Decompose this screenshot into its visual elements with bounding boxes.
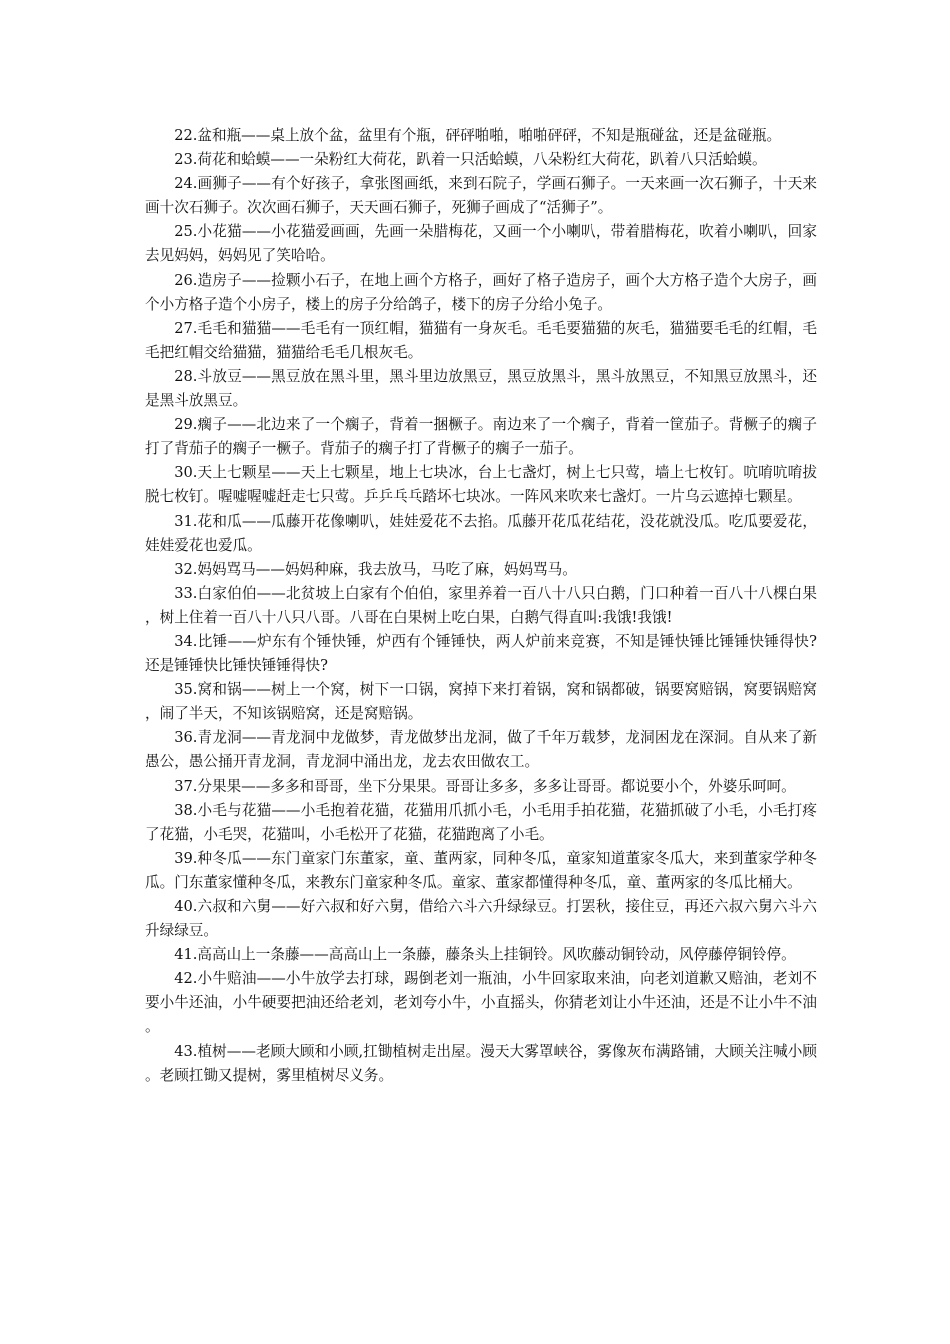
paragraph-39: 39.种冬瓜——东门童家门东董家，童、董两家，同种冬瓜，童家知道董家冬瓜大，来到董家学种冬瓜。门东董家懂种冬瓜，来教东门童家种冬瓜。童家、董家都懂得种冬瓜，童、董两家的冬瓜比桶大。 [145,849,817,891]
paragraph-41: 41.高高山上一条藤——高高山上一条藤，藤条头上挂铜铃。风吹藤动铜铃动，风停藤停铜铃停。 [174,946,796,964]
paragraph-33: 33.白家伯伯——北贫坡上白家有个伯伯，家里养着一百八十八只白鹅，门口种着一百八十八棵白果，树上住着一百八十八只八哥。八哥在白果树上吃白果，白鹅气得直叫:我饿!我饿! [145,584,817,626]
paragraph-23: 23.荷花和蛤蟆——一朵粉红大荷花，趴着一只活蛤蟆，八朵粉红大荷花，趴着八只活蛤蟆。 [174,151,767,169]
paragraph-36: 36.青龙洞——青龙洞中龙做梦，青龙做梦出龙洞，做了千年万载梦，龙洞困龙在深洞。自从来了新愚公，愚公捅开青龙洞，青龙洞中涌出龙，龙去农田做农工。 [145,729,817,771]
paragraph-31: 31.花和瓜——瓜藤开花像喇叭，娃娃爱花不去掐。瓜藤开花瓜花结花，没花就没瓜。吃瓜要爱花，娃娃爱花也爱瓜。 [145,512,817,554]
paragraph-42: 42.小牛赔油——小牛放学去打球，踢倒老刘一瓶油，小牛回家取来油，向老刘道歉又赔油，老刘不要小牛还油，小牛硬要把油还给老刘，老刘夸小牛，小直摇头，你猜老刘让小牛还油，还是不让小牛不油。 [145,970,817,1036]
paragraph-28: 28.斗放豆——黑豆放在黑斗里，黑斗里边放黑豆，黑豆放黑斗，黑斗放黑豆，不知黑豆放黑斗，还是黑斗放黑豆。 [145,367,817,410]
paragraph-24: 24.画狮子——有个好孩子，拿张图画纸，来到石院子，学画石狮子。一天来画一次石狮子，十天来画十次石狮子。次次画石狮子，天天画石狮子，死狮子画成了“活狮子”。 [145,175,817,217]
paragraph-27: 27.毛毛和猫猫——毛毛有一顶红帽，猫猫有一身灰毛。毛毛要猫猫的灰毛，猫猫要毛毛的红帽，毛毛把红帽交给猫猫，猫猫给毛毛几根灰毛。 [145,319,817,361]
paragraph-35: 35.窝和锅——树上一个窝，树下一口锅，窝掉下来打着锅，窝和锅都破，锅要窝赔锅，窝要锅赔窝，闹了半天，不知该锅赔窝，还是窝赔锅。 [145,681,817,723]
paragraph-37: 37.分果果——多多和哥哥，坐下分果果。哥哥让多多，多多让哥哥。都说要小个，外婆乐呵呵。 [174,777,796,795]
paragraph-34: 34.比锤——炉东有个锤快锤，炉西有个锤锤快，两人炉前来竞赛，不知是锤快锤比锤锤快锤得快?还是锤锤快比锤快锤锤得快? [145,632,817,675]
paragraph-32: 32.妈妈骂马——妈妈种麻，我去放马，马吃了麻，妈妈骂马。 [174,560,577,578]
paragraph-26: 26.造房子——捡颗小石子，在地上画个方格子，画好了格子造房子，画个大方格子造个大房子，画个小方格子造个小房子，楼上的房子分给鸽子，楼下的房子分给小兔子。 [145,271,817,313]
paragraph-30: 30.天上七颗星——天上七颗星，地上七块冰，台上七盏灯，树上七只莺，墙上七枚钉。吭唷吭唷拔脱七枚钉。喔嘘喔嘘赶走七只莺。乒乒乓乓踏坏七块冰。一阵风来吹来七盏灯。一片乌云遮掉七颗星。 [145,464,817,506]
paragraph-43: 43.植树——老顾大顾和小顾,扛锄植树走出屋。漫天大雾罩峡谷，雾像灰布满路铺，大顾关注喊小顾。老顾扛锄又提树，雾里植树尽义务。 [145,1042,817,1084]
paragraph-29: 29.瘸子——北边来了一个瘸子，背着一捆橛子。南边来了一个瘸子，背着一筐茄子。背橛子的瘸子打了背茄子的瘸子一橛子。背茄子的瘸子打了背橛子的瘸子一茄子。 [145,416,817,458]
paragraph-40: 40.六叔和六舅——好六叔和好六舅，借给六斗六升绿绿豆。打罢秋，接住豆，再还六叔六舅六斗六升绿绿豆。 [145,898,817,940]
paragraph-25: 25.小花猫——小花猫爱画画，先画一朵腊梅花，又画一个小喇叭，带着腊梅花，吹着小喇叭，回家去见妈妈，妈妈见了笑哈哈。 [145,223,817,265]
document-body [145,124,817,1088]
paragraph-22: 22.盆和瓶——桌上放个盆，盆里有个瓶，砰砰啪啪，啪啪砰砰，不知是瓶碰盆，还是盆碰瓶。 [174,127,782,144]
paragraph-38: 38.小毛与花猫——小毛抱着花猫，花猫用爪抓小毛，小毛用手拍花猫，花猫抓破了小毛，小毛打疼了花猫，小毛哭，花猫叫，小毛松开了花猫，花猫跑离了小毛。 [145,801,817,843]
